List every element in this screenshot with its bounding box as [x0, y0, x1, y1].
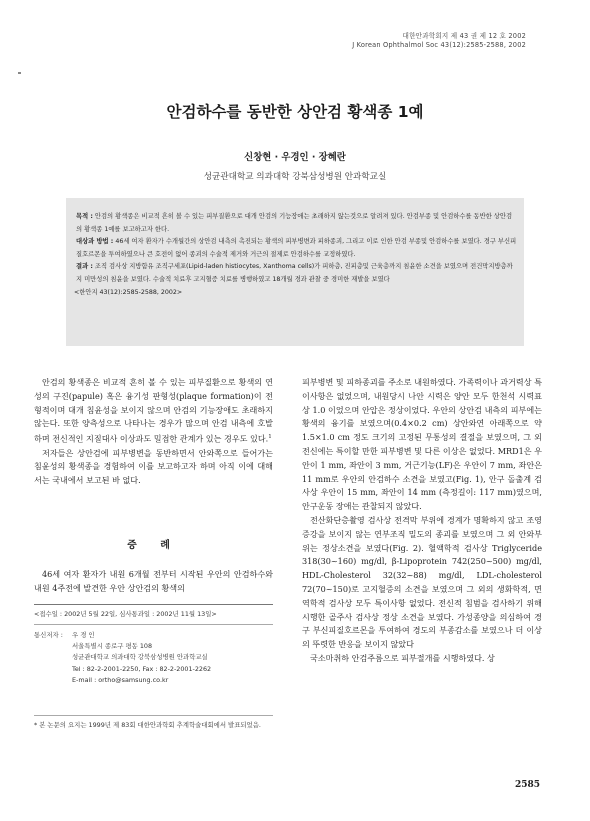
abstract-methods-text: 46세 여자 환자가 수개월간의 상안검 내측의 촉진되는 황색의 피부병변과 피하종괴, 그리고 이로 인한 안검 부종및 안검하수를 보였다. 경구 부신피질호르몬을 투여하였으나 큰 호전이 없어 종괴의 수술적 제거와 거근의 절제로 안검하수를 교정하였다. — [76, 238, 517, 258]
journal-header-en: J Korean Ophthalmol Soc 43(12):2585-2588, 2002 — [352, 41, 526, 49]
corresponding-author-label: 통신저자 : — [34, 631, 63, 639]
scan-speck — [18, 72, 21, 74]
corresponding-tel-fax: Tel : 82-2-2001-2250, Fax : 82-2-2001-2262 — [72, 664, 212, 673]
presentation-note: * 본 논문의 요지는 1999년 제 83회 대한안과학회 추계학술대회에서 발표되었음. — [34, 721, 261, 729]
abstract-purpose — [74, 211, 518, 236]
abstract-results-text: 조직 검사상 지방함유 조직구세포(Lipid-laden histiocytes, Xanthoma cells)가 피하층, 진피층및 근육층까지 침윤한 소견을 보였으며 전건막지방층까지 미만성의 침윤을 보였다. 수술적 치료후 고지혈증 치료를 병행하였고 18개월 경과 관찰 중 경미한 재발을 보였다 — [76, 263, 513, 283]
corresponding-email[interactable]: E-mail : ortho@samsung.co.kr — [72, 675, 169, 684]
abstract-purpose-label: 목적 : — [76, 213, 93, 220]
intro-paragraph-1-text: 안검의 황색종은 비교적 흔히 볼 수 있는 피부질환으로 황색의 연성의 구진(papule) 혹은 융기성 판형성(plaque formation)이 전형적이며 대개 침윤성을 보이지 않으며 안검의 기능장애도 초래하지 않는다. 또한 양측성으로 나타나는 경우가 많으며 안검 내측에 호발하며 전신적인 지질대사 이상과도 밀접한 관계가 있는 경우도 있다. — [34, 377, 273, 444]
right-column — [302, 376, 542, 666]
corresponding-author-block — [34, 630, 273, 686]
footnote-divider — [34, 604, 273, 605]
footnote-divider-mid — [34, 624, 273, 625]
corresponding-address-1: 서울특별시 종로구 평동 108 — [72, 642, 153, 651]
surgery-paragraph: 국소마취하 안검주름으로 피부절개를 시행하였다. 상 — [310, 652, 495, 663]
article-authors: 신창현 · 우경인 · 장혜란 — [244, 152, 346, 163]
abstract-methods — [74, 236, 518, 261]
page-number: 2585 — [514, 780, 540, 790]
abstract-methods-label: 대상과 방법 : — [76, 238, 114, 246]
article-title: 안검하수를 동반한 상안검 황색종 1예 — [166, 103, 424, 121]
left-column — [34, 376, 273, 488]
reference-superscript: 1 — [268, 434, 272, 441]
journal-header-kr: 대한안과학회지 제 43 권 제 12 호 2002 — [402, 32, 526, 40]
abstract-text — [74, 211, 518, 299]
case-paragraph — [34, 568, 273, 596]
footnote-divider-bottom — [34, 715, 273, 716]
history-paragraph: 피부병변 및 피하종괴를 주소로 내원하였다. 가족력이나 과거력상 특이사항은 없었으며, 내원당시 나안 시력은 양안 모두 한천석 시력표상 1.0 이었으며 안압은 정상이었다. 우안의 상안검 내측의 피부에는 황색의 융기를 보였으며(0.4×0.2 cm) 상안와연 아래쪽으로 약 1.5×1.0 cm 정도 크기의 고정된 무통성의 결절을 보였으며, 그 외 전신에는 특이할 만한 피부병변 및 다른 이상은 없었다. MRD1은 우안이 1 mm, 좌안이 3 mm, 거근기능(LF)은 우안이 7 mm, 좌안은 11 mm로 우안의 안검하수 소견을 보였고(Fig. 1), 안구 돌출계 검사상 우안이 15 mm, 좌안이 14 mm (측정길이: 117 mm)였으며, 안구운동 장애는 관찰되지 않았다. — [302, 377, 542, 512]
article-affiliation: 성균관대학교 의과대학 강북삼성병원 안과학교실 — [203, 172, 387, 182]
abstract-purpose-text: 안검의 황색종은 비교적 흔히 볼 수 있는 피부질환으로 대개 안검의 기능장애는 초래하지 않는것으로 알려져 있다. 안검부종 및 안검하수를 동반한 상안검의 황색종 1예를 보고하고자 한다. — [76, 213, 513, 233]
case-paragraph-text: 46세 여자 환자가 내원 6개월 전부터 시작된 우안의 안검하수와 내원 4주전에 발견한 우안 상안검의 황색의 — [34, 569, 273, 593]
abstract-citation: <한안지 43(12):2585-2588, 2002> — [74, 288, 183, 296]
intro-paragraph-1 — [34, 376, 273, 447]
abstract-results — [74, 261, 518, 286]
received-dates: <접수일 : 2002년 5월 22일, 심사통과일 : 2002년 11월 13일> — [34, 610, 217, 618]
imaging-paragraph: 전산화단층촬영 검사상 전격막 부위에 경계가 명확하지 않고 조영증강을 보이지 않는 연부조직 밀도의 종괴를 보였으며 그 외 안와부위는 정상소견을 보였다(Fig. 2). 혈액학적 검사상 Triglyceride 318(30~160) mg/dl, β-Lipoprotein 742(250~500) mg/dl, HDL-Cholesterol 32(32~88) mg/dl, LDL-cholesterol 72(70~150)로 고지혈증의 소견을 보였으며 그 외의 생화학적, 면역학적 검사상 모두 특이사항 없었다. 전신적 침범을 검사하기 위해 시행한 골주사 검사상 정상 소견을 보였다. 가성종양을 의심하여 경구 부신피질호르몬을 투여하여 경도의 부종감소를 보였으나 더 이상의 뚜렷한 반응을 보이지 않았다 — [302, 514, 542, 650]
corresponding-author-row — [34, 630, 273, 641]
abstract-results-label: 결과 : — [76, 263, 93, 271]
corresponding-address-2: 성균관대학교 의과대학 강북삼성병원 안과학교실 — [72, 653, 208, 662]
abstract-box — [66, 198, 524, 346]
corresponding-author-name: 우 경 인 — [72, 631, 95, 639]
case-section-heading: 증 례 — [127, 540, 180, 551]
intro-paragraph-2: 저자들은 상안검에 피부병변을 동반하면서 안와쪽으로 들어가는 침윤성의 황색종을 경험하여 이를 보고하고자 하며 아직 이에 대해서는 국내에서 보고된 바 없다. — [34, 447, 273, 486]
